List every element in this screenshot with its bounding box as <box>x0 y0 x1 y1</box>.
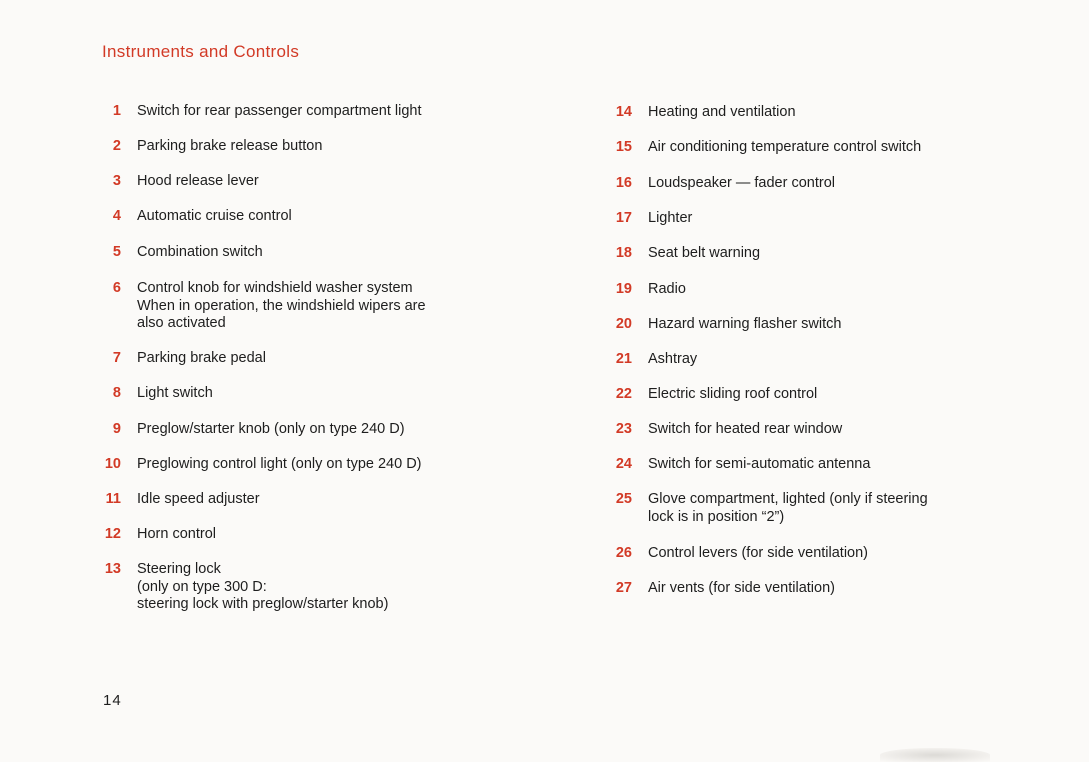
item-number: 23 <box>615 421 632 437</box>
item-text <box>648 386 817 404</box>
item-text-line: Glove compartment, lighted (only if steering <box>648 491 928 507</box>
item-text-line: Radio <box>648 281 686 297</box>
item-text <box>648 491 928 526</box>
item-number: 9 <box>112 421 121 437</box>
item-number: 22 <box>615 386 632 402</box>
item-text <box>137 526 216 544</box>
item-text <box>137 350 266 368</box>
item-number: 26 <box>615 545 632 561</box>
item-number: 10 <box>104 456 121 472</box>
item-text-line: Horn control <box>137 526 216 542</box>
item-text-line: steering lock with preglow/starter knob) <box>137 596 389 612</box>
item-number: 12 <box>104 526 121 542</box>
item-text-line: also activated <box>137 315 226 331</box>
item-text <box>137 208 292 226</box>
item-text-line: Switch for semi-automatic antenna <box>648 456 871 472</box>
item-text-line: Lighter <box>648 210 693 226</box>
item-text <box>137 244 263 262</box>
item-number: 18 <box>615 245 632 261</box>
item-text-line: Automatic cruise control <box>137 208 292 224</box>
item-text-line: Loudspeaker — fader control <box>648 175 835 191</box>
item-text-line: (only on type 300 D: <box>137 578 267 595</box>
item-text-line: lock is in position “2”) <box>648 508 785 525</box>
item-text-line: Light switch <box>137 385 213 401</box>
item-text <box>648 351 697 369</box>
item-number: 5 <box>112 244 121 260</box>
item-number: 6 <box>112 280 121 296</box>
item-text-line: Steering lock <box>137 561 221 577</box>
item-number: 7 <box>112 350 121 366</box>
item-number: 20 <box>615 316 632 332</box>
item-text <box>137 280 426 333</box>
item-number: 15 <box>615 139 632 155</box>
item-text <box>648 545 868 563</box>
item-text <box>137 421 405 439</box>
item-text-line: Switch for heated rear window <box>648 421 843 437</box>
item-number: 17 <box>615 210 632 226</box>
item-number: 3 <box>112 173 121 189</box>
item-text <box>137 456 422 474</box>
item-text-line: Parking brake pedal <box>137 350 266 366</box>
item-number: 2 <box>112 138 121 154</box>
item-number: 19 <box>615 281 632 297</box>
item-text <box>648 580 835 598</box>
item-text <box>648 175 835 193</box>
item-text <box>648 456 870 474</box>
item-text-line: Ashtray <box>648 351 698 367</box>
item-text-line: Control knob for windshield washer system <box>137 280 413 296</box>
item-text <box>137 561 388 614</box>
page-title: Instruments and Controls <box>102 42 300 61</box>
item-text-line: Preglow/starter knob (only on type 240 D) <box>137 421 405 437</box>
item-text-line: Preglowing control light (only on type 240 D) <box>137 456 422 472</box>
item-text <box>648 316 841 334</box>
item-text-line: Hazard warning flasher switch <box>648 316 842 332</box>
item-text <box>648 139 921 157</box>
item-text <box>648 104 796 122</box>
item-number: 16 <box>615 175 632 191</box>
item-text-line: Air conditioning temperature control switch <box>648 139 922 155</box>
item-text-line: Idle speed adjuster <box>137 491 260 507</box>
item-text <box>648 421 842 439</box>
item-text <box>137 385 213 403</box>
item-text <box>137 138 322 156</box>
item-number: 4 <box>112 208 121 224</box>
page-shadow <box>880 748 990 762</box>
item-number: 14 <box>615 104 632 120</box>
item-text-line: Electric sliding roof control <box>648 386 818 402</box>
item-text <box>137 103 422 121</box>
item-number: 11 <box>105 491 121 507</box>
item-text <box>648 245 760 263</box>
item-text <box>648 210 692 228</box>
item-text <box>648 281 686 299</box>
item-text-line: Heating and ventilation <box>648 104 796 120</box>
item-text-line: Control levers (for side ventilation) <box>648 545 869 561</box>
page-number: 14 <box>103 692 122 709</box>
item-text-line: Air vents (for side ventilation) <box>648 580 835 596</box>
item-number: 25 <box>615 491 632 507</box>
item-text-line: Parking brake release button <box>137 138 323 154</box>
item-text <box>137 491 260 509</box>
item-number: 13 <box>104 561 121 577</box>
item-text <box>137 173 259 191</box>
item-text-line: Combination switch <box>137 244 263 260</box>
item-text-line: When in operation, the windshield wipers are <box>137 297 426 314</box>
item-number: 24 <box>615 456 632 472</box>
item-number: 8 <box>112 385 121 401</box>
item-text-line: Seat belt warning <box>648 245 761 261</box>
item-number: 21 <box>615 351 632 367</box>
item-number: 1 <box>112 103 121 119</box>
item-number: 27 <box>615 580 632 596</box>
item-text-line: Switch for rear passenger compartment light <box>137 103 422 119</box>
item-text-line: Hood release lever <box>137 173 259 189</box>
